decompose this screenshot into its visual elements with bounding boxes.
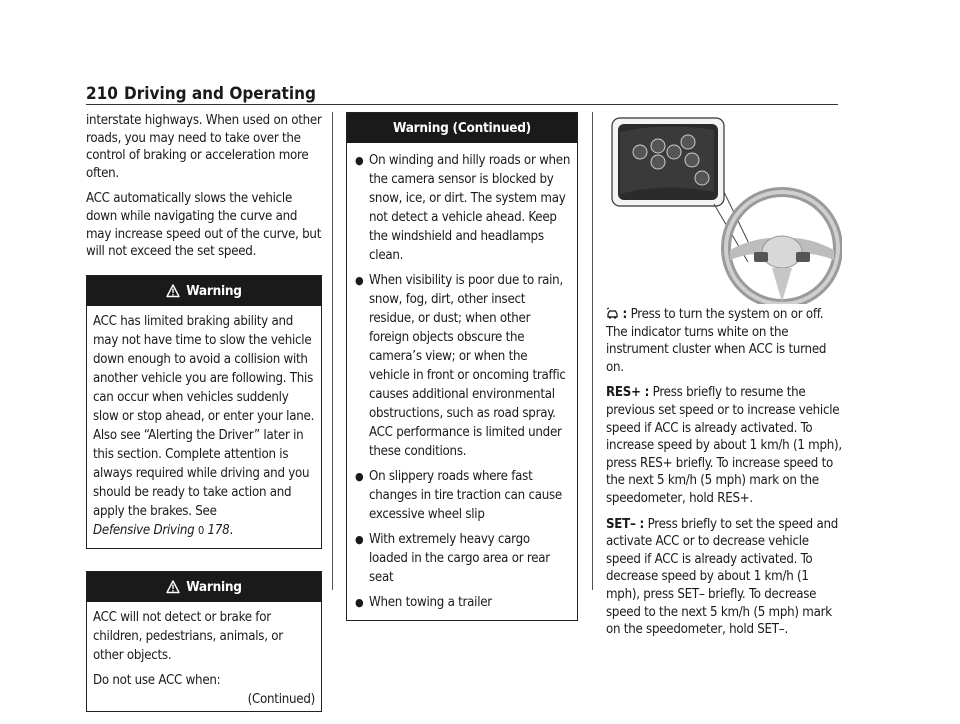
list-item (353, 530, 571, 587)
bullet-icon: ● (355, 596, 364, 609)
list-item-text: On winding and hilly roads or when the camera sensor is blocked by snow, ice, or dirt. The system may not detect a vehicle ahead. Keep the windshield and headlamps clean. (369, 153, 571, 263)
control-text: Press to turn the system on or off. The indicator turns white on the instrument cluster when ACC is turned on. (606, 307, 827, 375)
column-2 (346, 112, 578, 633)
page-header (86, 84, 838, 106)
list-item (353, 593, 571, 612)
bullet-icon: ● (355, 274, 364, 287)
control-description (606, 516, 842, 639)
column-divider (332, 112, 333, 590)
bullet-icon: ● (355, 470, 364, 483)
warning-header (87, 572, 321, 602)
control-term: : (622, 307, 628, 322)
list-item-text: When towing a trailer (369, 595, 492, 610)
page-number: 210 (86, 84, 118, 104)
page-reference-arrow-icon: 0 (197, 523, 205, 537)
paragraph: interstate highways. When used on other roads, you may need to take over the control of braking or acceleration more often. (86, 113, 322, 181)
warning-header (87, 276, 321, 306)
warning-title: Warning (186, 282, 242, 299)
control-term: SET– : (606, 516, 645, 532)
list-item (353, 467, 571, 524)
warning-text (93, 312, 315, 540)
control-description (606, 384, 842, 507)
control-text: Press briefly to resume the previous set speed or to increase vehicle speed if ACC is already activated. To increase speed by about 1 km/h (1 mph), press RES+ briefly. To increase speed to the next 5 km/h (5 mph) mark on the speedometer, hold RES+. (606, 385, 842, 506)
warning-box (346, 112, 578, 621)
list-item (353, 151, 571, 265)
page-reference-number[interactable]: 178 (207, 522, 230, 538)
warning-triangle-icon (166, 580, 180, 594)
list-item-text: When visibility is poor due to rain, snow, fog, dirt, other insect residue, or dust; when other foreign objects obscure the camera’s view; or when the vehicle in front or oncoming traffic causes additional environmental obstructions, such as road spray. ACC performance is limited under these conditions. (369, 273, 566, 459)
sentence-end: . (229, 522, 233, 538)
warning-bullet-list (353, 151, 571, 612)
warning-body (87, 306, 321, 548)
warning-body-text: ACC has limited braking ability and may not have time to slow the vehicle down enough to avoid a collision with another vehicle you are following. This can occur when vehicles suddenly slow or stop ahead, or enter your lane. Also see “Alerting the Driver” later in this section. Complete attention is always required while driving and you should be ready to take action and apply the brakes. See (93, 313, 315, 519)
warning-box (86, 571, 322, 712)
header-rule (86, 104, 838, 105)
figure (606, 112, 842, 304)
acc-car-icon (606, 307, 619, 320)
warning-text: ACC will not detect or brake for children, pedestrians, animals, or other objects. (93, 609, 283, 663)
cross-reference-link[interactable]: Defensive Driving (93, 522, 195, 538)
bullet-icon: ● (355, 533, 364, 546)
warning-header: Warning (Continued) (347, 113, 577, 143)
control-description (606, 306, 842, 376)
control-term: RES+ : (606, 385, 650, 401)
paragraph: ACC automatically slows the vehicle down while navigating the curve and may increase speed out of the curve, but will not exceed the set speed. (86, 191, 322, 260)
warning-title: Warning (186, 578, 242, 595)
warning-text: Do not use ACC when: (93, 672, 221, 688)
list-item-text: With extremely heavy cargo loaded in the cargo area or rear seat (369, 532, 550, 585)
list-item (353, 271, 571, 461)
warning-triangle-icon (166, 284, 180, 298)
list-item-text: On slippery roads where fast changes in tire traction can cause excessive wheel slip (369, 469, 562, 522)
warning-box (86, 275, 322, 549)
control-text: Press briefly to set the speed and activate ACC or to decrease vehicle speed if ACC is already activated. To decrease speed by about 1 km/h (1 mph), press SET– briefly. To decrease speed to the next 5 km/h (5 mph) mark on the speedometer, hold SET–. (606, 516, 839, 638)
warning-body (87, 602, 321, 711)
bullet-icon: ● (355, 154, 364, 167)
column-3 (606, 112, 842, 647)
warning-body (347, 143, 577, 620)
section-title: Driving and Operating (124, 84, 316, 104)
steering-wheel-controls-illustration (606, 112, 842, 304)
column-1 (86, 112, 322, 724)
column-divider (592, 112, 593, 590)
continued-label: (Continued) (247, 691, 315, 707)
